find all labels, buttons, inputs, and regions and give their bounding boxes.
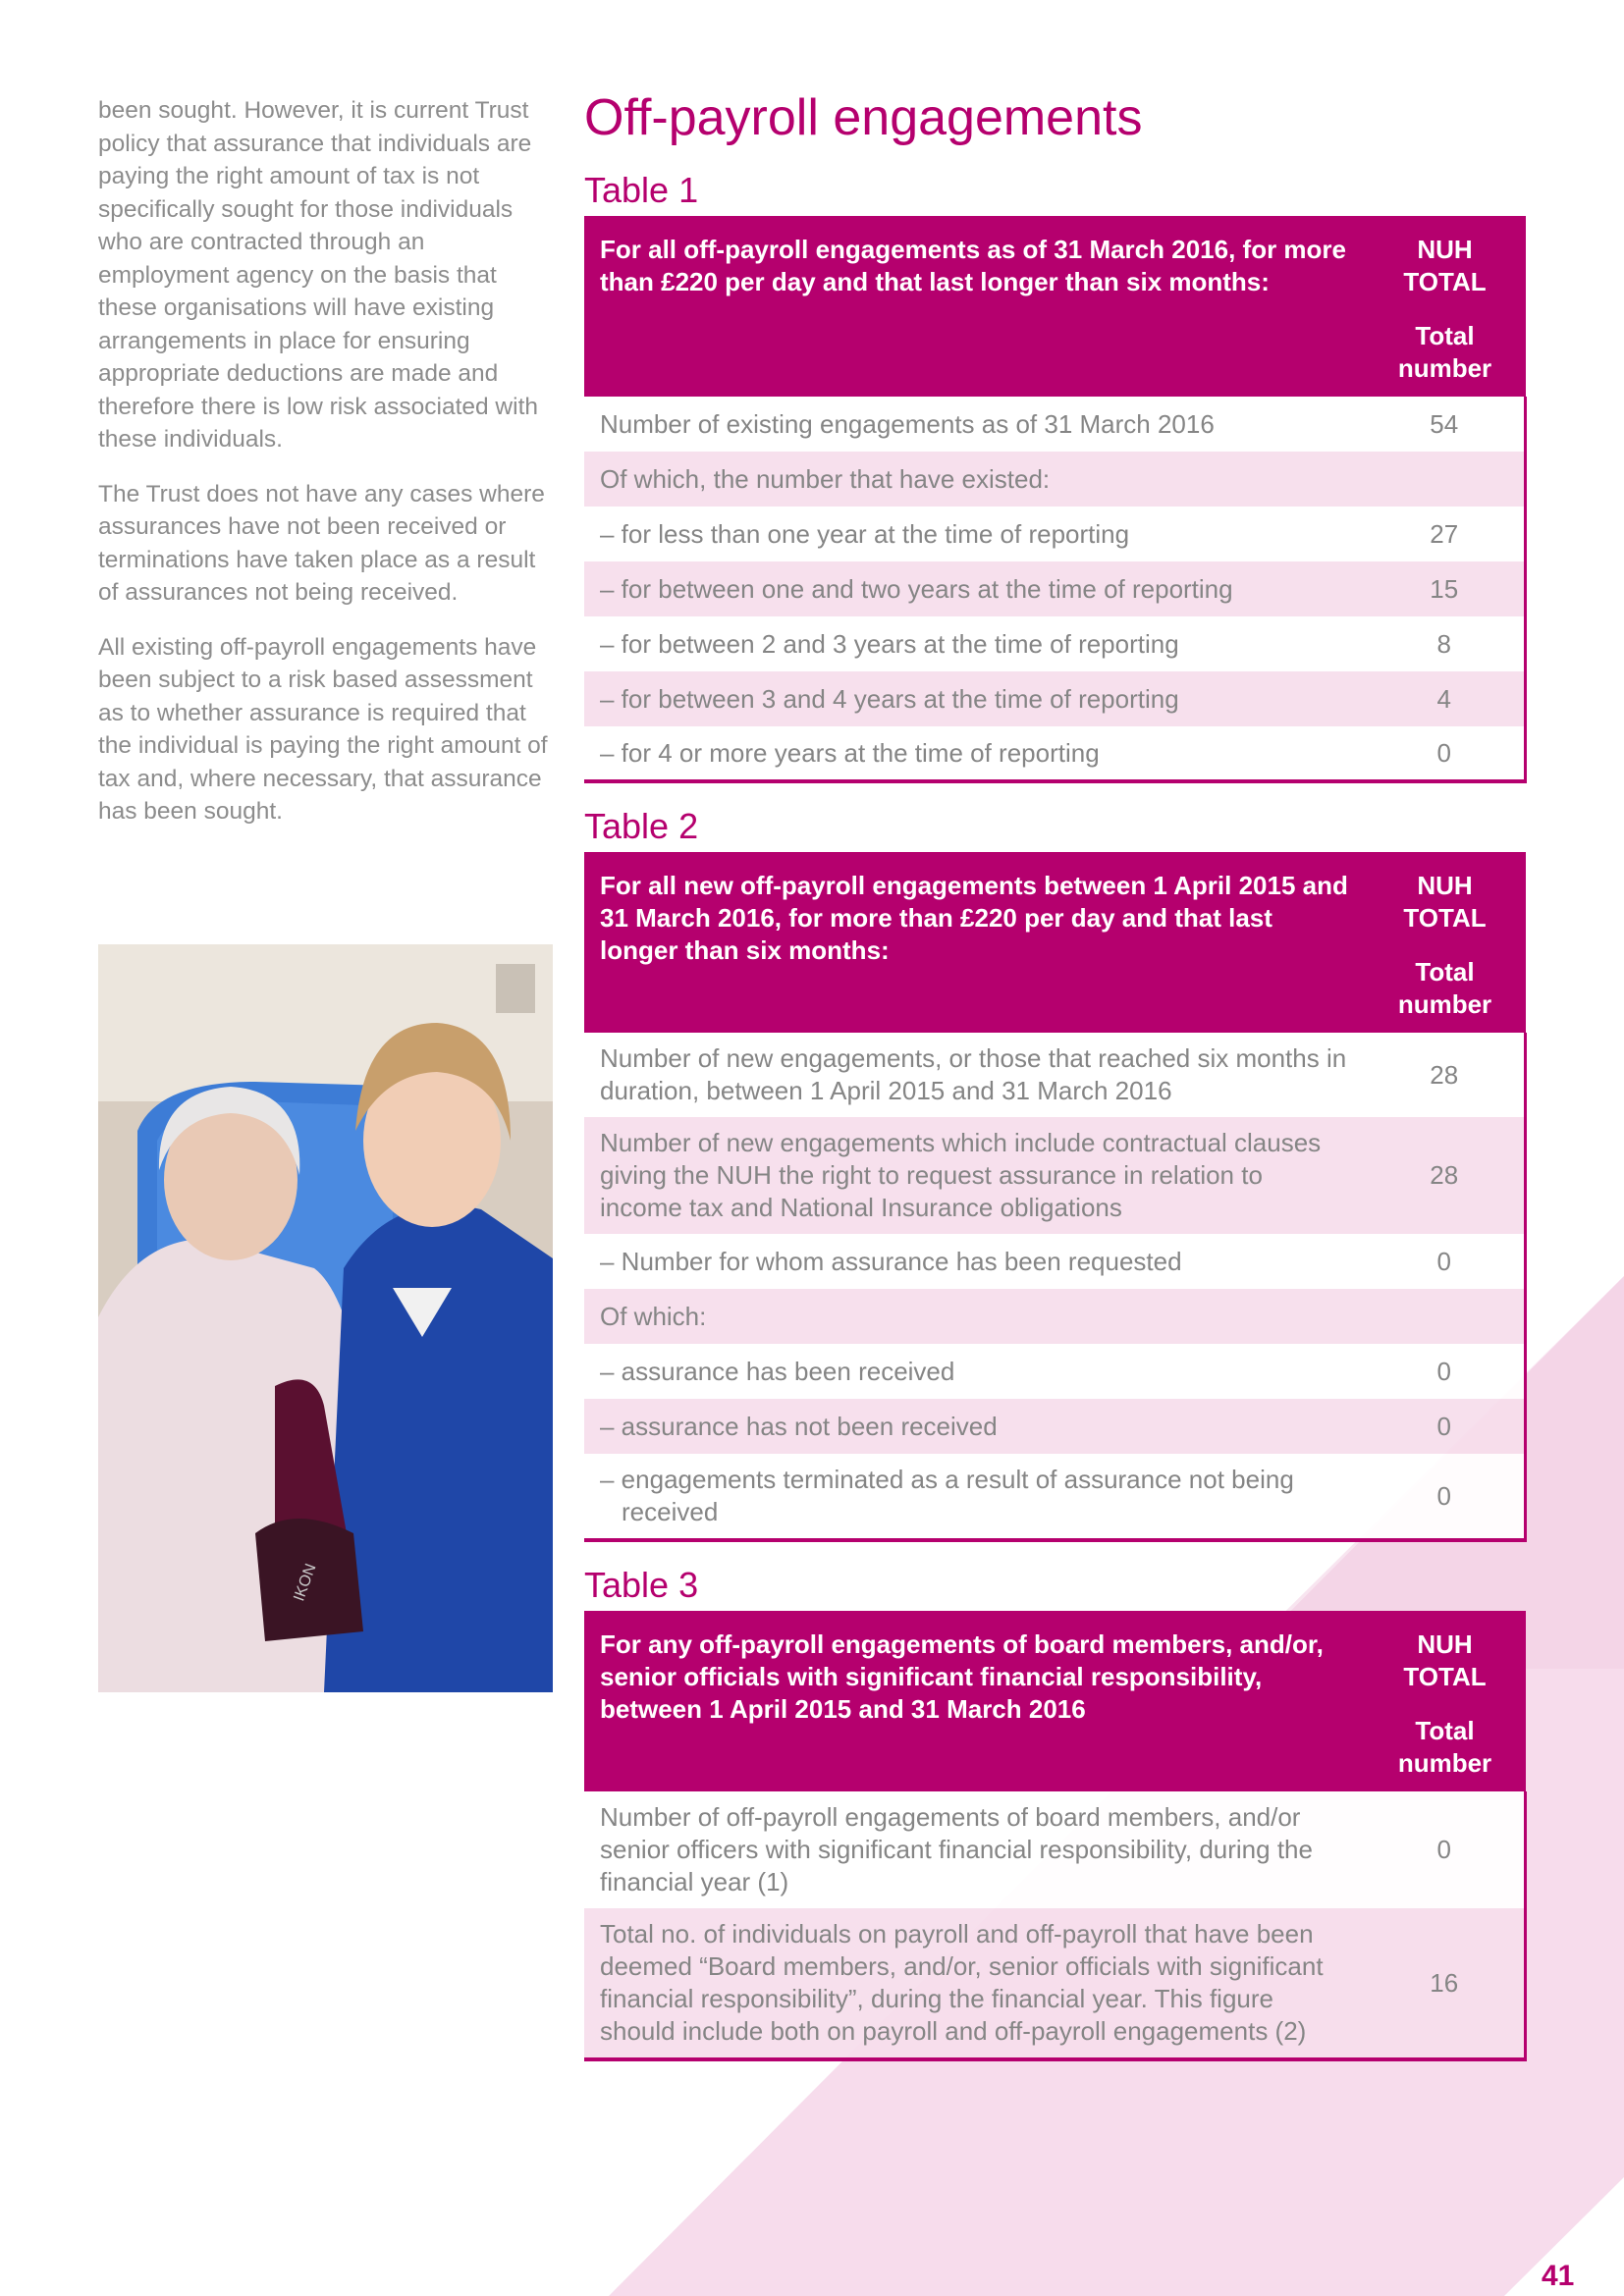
table-row	[584, 1908, 1526, 2059]
row-label: Of which, the number that have existed:	[584, 452, 1365, 507]
row-label: Number of existing engagements as of 31 March 2016	[584, 397, 1365, 452]
row-value: 0	[1365, 1399, 1526, 1454]
row-value	[1365, 452, 1526, 507]
header-total: TOTAL	[1403, 903, 1487, 933]
table-1-label: Table 1	[584, 170, 699, 210]
table-row	[584, 1289, 1526, 1344]
row-value: 54	[1365, 397, 1526, 452]
photo-bag-label: IKON	[291, 1561, 320, 1604]
table-row	[584, 1033, 1526, 1117]
row-value: 4	[1365, 671, 1526, 726]
row-value: 0	[1365, 1791, 1526, 1908]
header-total-number-1: Total	[1415, 321, 1475, 350]
table-3-heading: For any off-payroll engagements of board members, and/or, senior officials with significant financial responsibility, between 1 April 2015 and 31 March 2016	[584, 1611, 1365, 1791]
table-header-row	[584, 216, 1526, 397]
header-total-number-2: number	[1397, 989, 1492, 1019]
table-row	[584, 1791, 1526, 1908]
row-value: 28	[1365, 1033, 1526, 1117]
row-label: – for between one and two years at the time of reporting	[584, 561, 1365, 616]
row-value: 27	[1365, 507, 1526, 561]
row-value	[1365, 1289, 1526, 1344]
header-total-number-2: number	[1397, 1748, 1492, 1778]
header-nuh: NUH	[1417, 1629, 1473, 1659]
table-3-label: Table 3	[584, 1565, 699, 1605]
nuh-total-header	[1365, 216, 1526, 397]
row-label: Number of new engagements which include contractual clauses giving the NUH the right to request assurance in relation to income tax and National Insurance obligations	[584, 1117, 1365, 1234]
table-1-heading: For all off-payroll engagements as of 31 March 2016, for more than £220 per day and that last longer than six months:	[584, 216, 1365, 397]
table-row	[584, 671, 1526, 726]
row-value: 16	[1365, 1908, 1526, 2059]
header-total-number-2: number	[1397, 353, 1492, 383]
table-2-label: Table 2	[584, 806, 699, 846]
table-row	[584, 507, 1526, 561]
table-header-row	[584, 852, 1526, 1033]
header-total: TOTAL	[1403, 1662, 1487, 1691]
row-value: 0	[1365, 1454, 1526, 1540]
table-row	[584, 1399, 1526, 1454]
main-content	[584, 86, 1527, 2083]
page-number: 41	[1542, 2260, 1575, 2292]
row-value: 0	[1365, 726, 1526, 781]
row-value: 0	[1365, 1344, 1526, 1399]
header-total-number-1: Total	[1415, 957, 1475, 987]
row-label: – for 4 or more years at the time of reporting	[584, 726, 1365, 781]
table-row	[584, 452, 1526, 507]
nuh-total-header	[1365, 1611, 1526, 1791]
row-value: 8	[1365, 616, 1526, 671]
row-value: 0	[1365, 1234, 1526, 1289]
intro-paragraph-1: been sought. However, it is current Trust policy that assurance that individuals are paying the right amount of tax is not specifically sought for those individuals who are contracted through an employment agency on the basis that these organisations will have existing arrangements in place for ensuring appropriate deductions are made and therefore there is low risk associated with these individuals.	[98, 97, 538, 453]
row-label: – for between 2 and 3 years at the time of reporting	[584, 616, 1365, 671]
page-title: Off-payroll engagements	[584, 89, 1143, 146]
table-row	[584, 561, 1526, 616]
table-header-row	[584, 1611, 1526, 1791]
table-row	[584, 1234, 1526, 1289]
row-value: 28	[1365, 1117, 1526, 1234]
table-1	[584, 216, 1527, 783]
table-row	[584, 616, 1526, 671]
row-label: – assurance has been received	[584, 1344, 1365, 1399]
row-label: – for less than one year at the time of reporting	[584, 507, 1365, 561]
row-label: Of which:	[584, 1289, 1365, 1344]
table-row	[584, 1454, 1526, 1540]
header-nuh: NUH	[1417, 871, 1473, 900]
table-row	[584, 1117, 1526, 1234]
nurse-patient-photo	[98, 944, 553, 1692]
intro-text-column	[98, 94, 550, 850]
row-label: Number of new engagements, or those that reached six months in duration, between 1 April 2015 and 31 March 2016	[584, 1033, 1365, 1117]
intro-paragraph-2: The Trust does not have any cases where assurances have not been received or terminations have taken place as a result of assurances not being received.	[98, 480, 545, 606]
row-label: – for between 3 and 4 years at the time of reporting	[584, 671, 1365, 726]
table-3	[584, 1611, 1527, 2061]
row-label: – Number for whom assurance has been requested	[584, 1234, 1365, 1289]
table-row	[584, 1344, 1526, 1399]
photo-illustration	[98, 944, 553, 1692]
header-total: TOTAL	[1403, 267, 1487, 296]
row-label: – assurance has not been received	[584, 1399, 1365, 1454]
nuh-total-header	[1365, 852, 1526, 1033]
row-label: Total no. of individuals on payroll and off-payroll that have been deemed “Board members, and/or, senior officials with significant financial responsibility”, during the financial year. This figure should include both on payroll and off-payroll engagements (2)	[584, 1908, 1365, 2059]
row-label: – engagements terminated as a result of assurance not being received	[584, 1454, 1365, 1540]
table-2-heading: For all new off-payroll engagements between 1 April 2015 and 31 March 2016, for more than £220 per day and that last longer than six months:	[584, 852, 1365, 1033]
table-2	[584, 852, 1527, 1542]
intro-paragraph-3: All existing off-payroll engagements have been subject to a risk based assessment as to whether assurance is required that the individual is paying the right amount of tax and, where necessary, that assurance has been sought.	[98, 633, 548, 825]
row-value: 15	[1365, 561, 1526, 616]
table-row	[584, 726, 1526, 781]
header-total-number-1: Total	[1415, 1716, 1475, 1745]
table-row	[584, 397, 1526, 452]
row-label: Number of off-payroll engagements of board members, and/or senior officers with significant financial responsibility, during the financial year (1)	[584, 1791, 1365, 1908]
header-nuh: NUH	[1417, 235, 1473, 264]
